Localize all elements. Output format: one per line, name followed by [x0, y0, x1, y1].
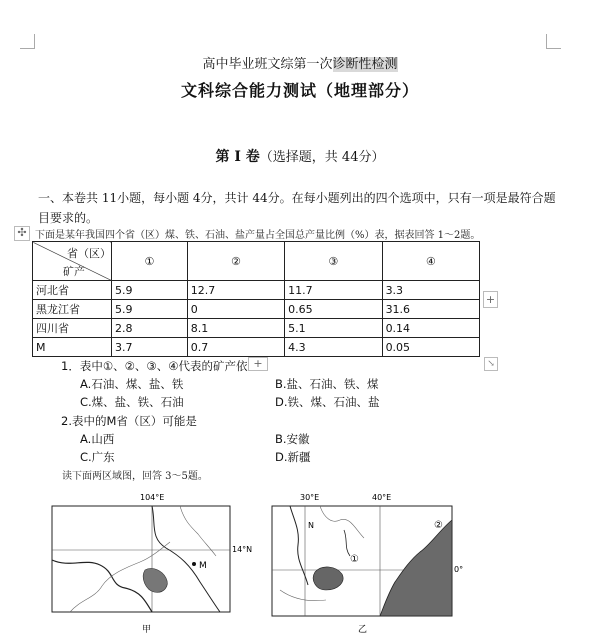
longitude-label: 104°E: [140, 493, 165, 502]
highlighted-text: 诊断性检测: [332, 57, 398, 72]
question-1-option: A.石油、煤、盐、铁: [80, 377, 184, 391]
question-2-option: C.广东: [80, 450, 115, 464]
add-column-button[interactable]: +: [483, 291, 498, 308]
point-m-marker: [192, 562, 196, 566]
page-corner-mark: [20, 34, 35, 49]
exam-subtitle: 高中毕业班文综第一次诊断性检测: [202, 57, 398, 72]
question-1-stem: 1．表中①、②、③、④代表的矿产依: [61, 359, 248, 373]
region-map-yi: [260, 490, 475, 638]
mineral-table: [32, 241, 480, 357]
volume-heading: 第 I 卷（选择题，共 44分）: [215, 149, 385, 165]
question-1-option: B.盐、石油、铁、煤: [275, 377, 379, 391]
map-label-n: N: [308, 521, 314, 530]
question-2-option: A.山西: [80, 432, 115, 446]
column-header: ②: [187, 242, 284, 281]
question-1-option: D.铁、煤、石油、盐: [275, 395, 380, 409]
map-label-2: ②: [434, 520, 443, 531]
longitude-label: 40°E: [372, 493, 392, 502]
page-corner-mark: [546, 34, 561, 49]
section-instruction: 一、本卷共 11小题，每小题 4分，共计 44分。在每小题列出的四个选项中，只有一项是最符合题目要求的。: [38, 191, 556, 225]
exam-title: 文科综合能力测试（地理部分）: [180, 81, 419, 100]
column-header: ①: [112, 242, 188, 281]
column-header: ④: [382, 242, 479, 281]
table-resize-handle[interactable]: ↘: [484, 357, 498, 371]
table-move-handle[interactable]: ✣: [14, 226, 30, 241]
table-question-note: 下面是某年我国四个省（区）煤、铁、石油、盐产量占全国总产量比例（%）表，据表回答 1～2题。: [35, 230, 481, 241]
table-row: 黑龙江省 5.9 0 0.65 31.6: [33, 300, 480, 319]
map-label-1: ①: [350, 554, 359, 565]
question-2-option: D.新疆: [275, 450, 311, 464]
latitude-label: 14°N: [232, 545, 253, 554]
question-1-option: C.煤、盐、铁、石油: [80, 395, 184, 409]
latitude-label: 0°: [454, 565, 464, 574]
column-header: ③: [285, 242, 382, 281]
map-caption: 甲: [142, 625, 152, 635]
map-caption: 乙: [358, 625, 368, 635]
table-corner-cell: 省（区） 矿产: [33, 242, 112, 281]
map-question-note: 读下面两区域图，回答 3～5题。: [62, 471, 208, 482]
point-m-label: M: [199, 561, 207, 571]
longitude-label: 30°E: [300, 493, 320, 502]
add-row-button[interactable]: +: [248, 357, 268, 371]
table-row: M 3.7 0.7 4.3 0.05: [33, 338, 480, 357]
table-row: 河北省 5.9 12.7 11.7 3.3: [33, 281, 480, 300]
region-map-jia: [40, 490, 255, 638]
question-2-option: B.安徽: [275, 432, 310, 446]
question-2-stem: 2.表中的M省（区）可能是: [61, 414, 197, 428]
table-row: 四川省 2.8 8.1 5.1 0.14: [33, 319, 480, 338]
